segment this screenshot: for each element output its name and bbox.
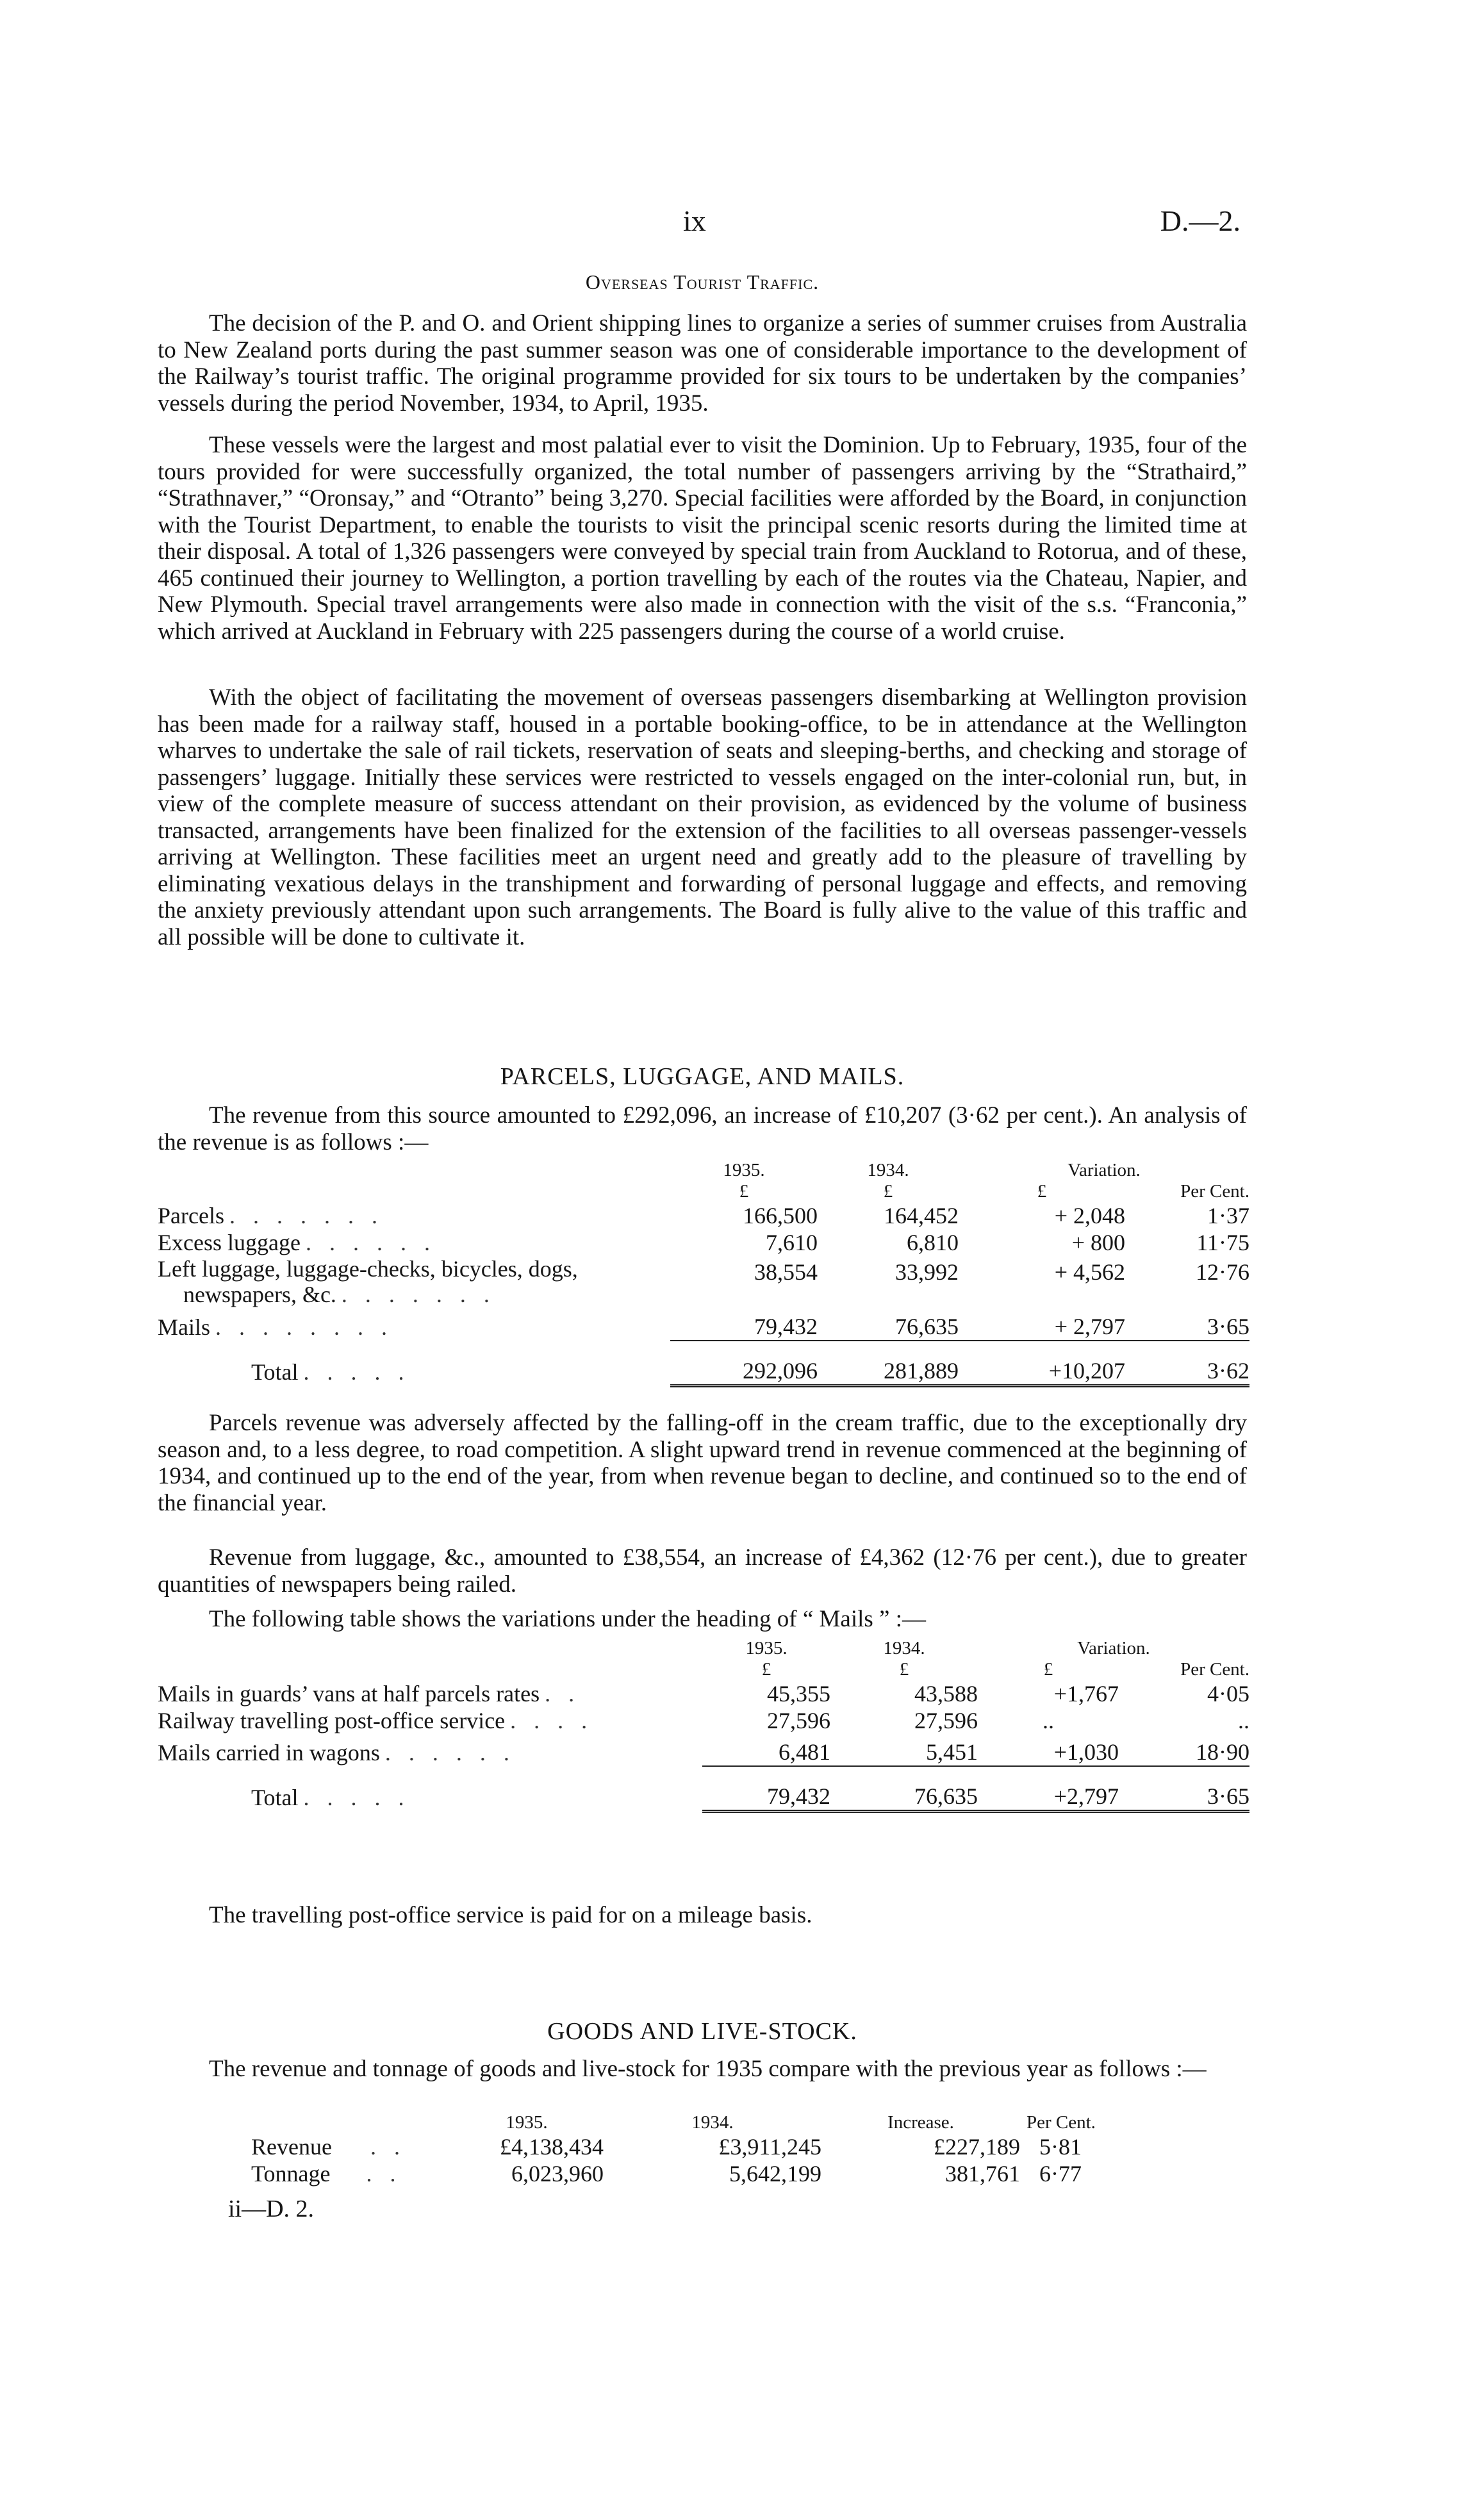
parcels-header-1934: 1934. xyxy=(867,1160,909,1180)
row-label-continued: newspapers, &c. xyxy=(183,1282,336,1307)
table-row: Revenue .. £4,138,434 £3,911,245 £227,189 5·81 xyxy=(251,2133,1212,2160)
row-label: Excess luggage xyxy=(158,1230,301,1255)
parcels-paragraph-after-2: Revenue from luggage, &c., amounted to £38,554, an increase of £4,362 (12·76 per cent.), due to greater quantities of newspapers being railed. xyxy=(158,1544,1247,1598)
mails-header-variation: Variation. xyxy=(1077,1638,1150,1658)
value-1934: 5,451 xyxy=(830,1734,978,1766)
table-row: Left luggage, luggage-checks, bicycles, dogs, newspapers, &c. ....... 38,554 33,992 + 4,562 12·76 xyxy=(158,1256,1249,1307)
value-increase: £227,189 xyxy=(934,2134,1020,2160)
value-increase: 381,761 xyxy=(945,2161,1020,2187)
parcels-table xyxy=(158,1160,1249,1387)
row-label: Mails xyxy=(158,1314,211,1340)
parcels-header-1935: 1935. xyxy=(723,1160,765,1180)
row-label: Mails carried in wagons xyxy=(158,1740,380,1765)
value-1934: 27,596 xyxy=(914,1708,978,1733)
row-label: Tonnage xyxy=(251,2161,331,2187)
value-per-cent: 4·05 xyxy=(1207,1681,1249,1707)
parcels-header-variation: Variation. xyxy=(1068,1160,1141,1180)
table-row: Mails carried in wagons ...... 6,481 5,451 +1,030 18·90 xyxy=(158,1734,1249,1766)
goods-header-1935: 1935. xyxy=(506,2112,548,2133)
value-1935: 38,554 xyxy=(754,1259,818,1285)
table-row: Railway travelling post-office service .... 27,596 27,596 .. .. xyxy=(158,1708,1249,1733)
value-variation: + 800 xyxy=(1071,1230,1125,1255)
value-1935: 7,610 xyxy=(766,1230,818,1255)
mails-header-1934: 1934. xyxy=(883,1638,925,1658)
value-1934: 5,642,199 xyxy=(729,2161,821,2187)
value-1934: 6,810 xyxy=(907,1230,959,1255)
table-row: Excess luggage ...... 7,610 6,810 + 800 11·75 xyxy=(158,1230,1249,1255)
goods-intro: The revenue and tonnage of goods and live-stock for 1935 compare with the previous year as follows :— xyxy=(209,2056,1207,2082)
total-1934: 281,889 xyxy=(818,1341,959,1385)
parcels-paragraph-after-3: The following table shows the variations under the heading of “ Mails ” :— xyxy=(209,1606,926,1632)
mails-header-pound-variation: £ xyxy=(1043,1659,1053,1680)
total-1934: 76,635 xyxy=(830,1766,978,1811)
row-label: Parcels xyxy=(158,1203,224,1228)
table-row: Parcels ....... 166,500 164,452 + 2,048 1·37 xyxy=(158,1203,1249,1228)
value-per-cent: 3·65 xyxy=(1125,1307,1249,1341)
parcels-paragraph-after-1: Parcels revenue was adversely affected by the falling-off in the cream traffic, due to the exceptionally dry season and, to a less degree, to road competition. A slight upward trend in revenue commenced at the beginning of 1934, and continued up to the end of the year, from when revenue began to decline, and continued so to the end of the financial year. xyxy=(158,1410,1247,1516)
total-1935: 79,432 xyxy=(702,1766,830,1811)
section-heading-parcels: PARCELS, LUGGAGE, AND MAILS. xyxy=(500,1063,905,1090)
row-label: Left luggage, luggage-checks, bicycles, dogs, xyxy=(158,1256,578,1282)
goods-table xyxy=(251,2112,1212,2187)
total-1935: 292,096 xyxy=(670,1341,818,1385)
mails-header-1935: 1935. xyxy=(745,1638,787,1658)
total-variation: +10,207 xyxy=(959,1341,1125,1385)
value-1935: 6,481 xyxy=(702,1734,830,1766)
parcels-intro: The revenue from this source amounted to £292,096, an increase of £10,207 (3·62 per cent.). An analysis of the revenue is as follows :— xyxy=(158,1102,1247,1155)
section-heading-goods: GOODS AND LIVE-STOCK. xyxy=(547,2018,857,2045)
row-label: Railway travelling post-office service xyxy=(158,1708,506,1733)
mails-header-pound-1935: £ xyxy=(761,1659,771,1680)
table-row: Mails ........ 79,432 76,635 + 2,797 3·65 xyxy=(158,1307,1249,1341)
value-1935: 6,023,960 xyxy=(511,2161,604,2187)
parcels-header-pound-1934: £ xyxy=(883,1181,893,1202)
value-1935: 45,355 xyxy=(767,1681,830,1707)
value-per-cent: .. xyxy=(1238,1708,1249,1733)
mails-header-pound-1934: £ xyxy=(899,1659,909,1680)
mails-table xyxy=(158,1638,1249,1813)
overseas-paragraph-2: These vessels were the largest and most palatial ever to visit the Dominion. Up to February, 1935, four of the tours provided for were successfully organized, the total number of passengers arriving by the “Strathaird,” “Strathnaver,” “Oronsay,” and “Otranto” being 3,270. Special facilities were afforded by the Board, in conjunction with the Tourist Department, to enable the tourists to visit the principal scenic resorts during the limited time at their disposal. A total of 1,326 passengers were conveyed by special train from Auckland to Rotorua, and of these, 465 continued their journey to Wellington, a portion travelling by each of the routes via the Chateau, Napier, and New Plymouth. Special travel arrangements were also made in connection with the visit of the s.s. “Franconia,” which arrived at Auckland in February with 225 passengers during the course of a world cruise. xyxy=(158,432,1247,645)
goods-header-increase: Increase. xyxy=(887,2112,954,2133)
parcels-header-pound-1935: £ xyxy=(739,1181,749,1202)
page-number: ix xyxy=(683,204,706,237)
value-per-cent: 5·81 xyxy=(1039,2134,1082,2160)
mails-note: The travelling post-office service is paid for on a mileage basis. xyxy=(209,1902,812,1928)
overseas-paragraph-3: With the object of facilitating the movement of overseas passengers disembarking at Wellington provision has been made for a railway staff, housed in a portable booking-office, to be in attendance at the Wellington wharves to undertake the sale of rail tickets, reservation of seats and sleeping-berths, and checking and storage of passengers’ luggage. Initially these services were restricted to vessels engaged on the inter-colonial run, but, in view of the complete measure of success attendant on their provision, as evidenced by the volume of business transacted, arrangements have been finalized for the extension of the facilities to all overseas passenger-vessels arriving at Wellington. These facilities meet an urgent need and greatly add to the pleasure of travelling by eliminating vexatious delays in the transhipment and forwarding of personal luggage and effects, and removing the anxiety previously attendant upon such arrangements. The Board is fully alive to the value of this traffic and all possible will be done to cultivate it. xyxy=(158,684,1247,950)
value-per-cent: 12·76 xyxy=(1196,1259,1249,1285)
value-variation: + 2,797 xyxy=(959,1307,1125,1341)
value-variation: + 4,562 xyxy=(1054,1259,1125,1285)
total-per-cent: 3·65 xyxy=(1119,1766,1249,1811)
value-1934: £3,911,245 xyxy=(718,2134,821,2160)
value-variation: +1,030 xyxy=(978,1734,1119,1766)
value-per-cent: 11·75 xyxy=(1196,1230,1249,1255)
value-1934: 76,635 xyxy=(818,1307,959,1341)
value-1935: 79,432 xyxy=(670,1307,818,1341)
mails-header-per-cent: Per Cent. xyxy=(1180,1659,1249,1680)
total-label: Total xyxy=(251,1785,299,1810)
value-1935: 166,500 xyxy=(743,1203,818,1228)
value-1934: 164,452 xyxy=(884,1203,959,1228)
value-per-cent: 18·90 xyxy=(1119,1734,1249,1766)
section-heading-overseas: Overseas Tourist Traffic. xyxy=(585,270,820,293)
parcels-header-pound-variation: £ xyxy=(1037,1181,1047,1202)
row-label: Mails in guards’ vans at half parcels rates xyxy=(158,1681,540,1707)
value-1935: 27,596 xyxy=(767,1708,830,1733)
table-total-row: Total ..... 292,096 281,889 +10,207 3·62 xyxy=(158,1341,1249,1385)
total-per-cent: 3·62 xyxy=(1125,1341,1249,1385)
value-1935: £4,138,434 xyxy=(500,2134,604,2160)
value-per-cent: 6·77 xyxy=(1039,2161,1082,2187)
goods-header-per-cent: Per Cent. xyxy=(1026,2112,1096,2133)
document-reference: D.—2. xyxy=(1160,204,1241,237)
overseas-paragraph-1: The decision of the P. and O. and Orient shipping lines to organize a series of summer cruises from Australia to New Zealand ports during the past summer season was one of considerable importance to the development of the Railway’s tourist traffic. The original programme provided for six tours to be undertaken by the companies’ vessels during the period November, 1934, to April, 1935. xyxy=(158,310,1247,417)
row-label: Revenue xyxy=(251,2134,332,2160)
value-variation: .. xyxy=(1043,1708,1054,1733)
value-variation: +1,767 xyxy=(1053,1681,1119,1707)
sheet-signature: ii—D. 2. xyxy=(228,2195,315,2222)
table-row: Mails in guards’ vans at half parcels rates .. 45,355 43,588 +1,767 4·05 xyxy=(158,1681,1249,1707)
parcels-header-per-cent: Per Cent. xyxy=(1180,1181,1249,1202)
table-total-row: Total ..... 79,432 76,635 +2,797 3·65 xyxy=(158,1766,1249,1811)
value-1934: 43,588 xyxy=(914,1681,978,1707)
value-1934: 33,992 xyxy=(895,1259,959,1285)
goods-header-1934: 1934. xyxy=(691,2112,734,2133)
total-variation: +2,797 xyxy=(978,1766,1119,1811)
total-label: Total xyxy=(251,1359,299,1385)
table-row: Tonnage .. 6,023,960 5,642,199 381,761 6·77 xyxy=(251,2160,1212,2187)
value-variation: + 2,048 xyxy=(1054,1203,1125,1228)
value-per-cent: 1·37 xyxy=(1207,1203,1249,1228)
